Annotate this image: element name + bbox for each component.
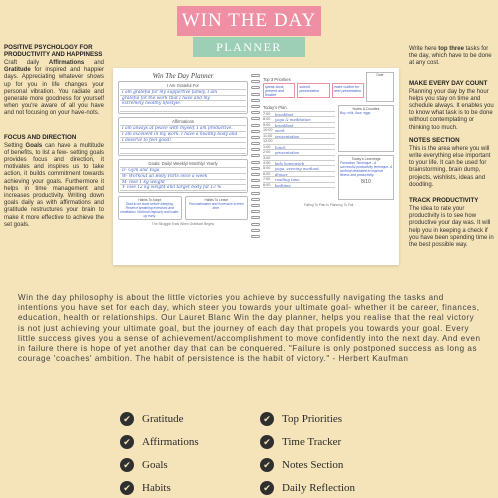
right-page-top bbox=[263, 72, 394, 102]
binding-ring bbox=[251, 117, 260, 120]
binding-ring bbox=[251, 80, 260, 83]
binding-ring bbox=[251, 105, 260, 108]
planner-right-page bbox=[263, 72, 394, 261]
habits-row bbox=[118, 196, 248, 220]
plan-time: 8:00 bbox=[263, 117, 271, 122]
plan-time: 8:00 bbox=[263, 182, 271, 187]
handwritten-line: I am excellent in my work. I have a healthy body and bbox=[120, 132, 246, 138]
section-title-track: TRACK PRODUCTIVITY bbox=[409, 197, 479, 205]
learnings-box bbox=[338, 155, 394, 200]
handwritten-line: W- Workout all Body Parts once a week bbox=[120, 174, 246, 180]
date-box bbox=[366, 72, 394, 102]
handwritten-line: D- Gym and Yoga bbox=[120, 168, 246, 174]
bold-top-three: top three bbox=[438, 46, 464, 52]
binding-ring bbox=[251, 204, 260, 207]
text-fragment: Setting bbox=[4, 142, 26, 149]
plan-task: lunch bbox=[275, 144, 286, 150]
planner-title: Win The Day Planner bbox=[152, 72, 214, 80]
learnings-text: Pomodoro Technique - A successful productivity technique. A workout dedicated to improve fitness and productivity. bbox=[340, 161, 392, 177]
plan-task: reading time bbox=[275, 177, 300, 182]
handwritten-line: M- lose 1 kg weight bbox=[120, 180, 246, 186]
feature-item bbox=[120, 433, 240, 451]
plan-task: presentation bbox=[275, 150, 300, 155]
plan-task: kids homework bbox=[275, 160, 305, 166]
text-fragment: Craft daily bbox=[4, 60, 49, 66]
habits-adopt-text: Start to be done before sleeping. Reserve breathing exercises and meditation. Workout regularly and wake-up early. bbox=[120, 201, 180, 218]
binding-ring bbox=[251, 223, 260, 226]
plan-label: Today's Plan bbox=[263, 105, 287, 110]
productivity-rating: 8/10 bbox=[361, 179, 371, 185]
todays-plan bbox=[263, 105, 335, 200]
binding-ring bbox=[251, 210, 260, 213]
binding-ring bbox=[251, 229, 260, 232]
priorities-grid bbox=[263, 83, 364, 98]
binding-ring bbox=[251, 185, 260, 188]
binding-ring bbox=[251, 154, 260, 157]
plan-task: yoga & meditation bbox=[275, 117, 311, 122]
plan-task: breakfast bbox=[275, 112, 294, 117]
text-fragment: Write here bbox=[409, 46, 439, 52]
binding-ring bbox=[251, 235, 260, 238]
right-column bbox=[409, 46, 496, 249]
affirmation-lines bbox=[120, 125, 246, 154]
handwritten-line bbox=[120, 107, 246, 113]
goals-label: Goals: Daily/ Weekly/ Monthly/ Yearly bbox=[148, 161, 218, 167]
feature-item bbox=[260, 456, 380, 474]
gratitude-box bbox=[118, 81, 248, 114]
priority-item: speak book, present and finalize bbox=[263, 83, 295, 98]
habits-adopt-box bbox=[118, 196, 182, 220]
right-page-footer: Failing To Plan Is Planning To Fail bbox=[303, 203, 354, 207]
notes-box bbox=[338, 105, 394, 152]
section-body-focus bbox=[4, 143, 104, 229]
feature-item bbox=[260, 479, 380, 497]
gratitude-label: I Am Grateful For bbox=[167, 83, 199, 88]
plan-time: 2:00 bbox=[263, 150, 271, 155]
subtitle-banner: PLANNER bbox=[193, 37, 305, 57]
planner-spiral-binding bbox=[250, 74, 261, 259]
priorities-label: Top 3 Priorities bbox=[263, 77, 291, 82]
left-page-footer: The Struggle Ends When Gratitude Begins bbox=[151, 221, 215, 226]
text-fragment: and bbox=[84, 60, 104, 66]
priority-item: make outline for next presentation bbox=[332, 83, 364, 98]
feature-label: Habits bbox=[142, 482, 171, 494]
habits-adopt-title: Habits To Adopt bbox=[138, 197, 162, 202]
plan-time: 10:00 bbox=[263, 128, 273, 133]
plan-time: 6:00 bbox=[263, 171, 271, 176]
text-fragment: can have a multitude of benefits, to list a few- setting goals provides focus and direction, it motivates and inspires us to take action, it builds commitment towards achieving your goals. Furthermore it helps in time management and increases productivity. Writing down goals daily as with affirmations and gratitude restructures your brain to make it more effective to achieve the set goals. bbox=[4, 142, 104, 228]
section-title-focus: FOCUS AND DIRECTION bbox=[4, 133, 77, 141]
check-circle-icon: ✔ bbox=[120, 435, 134, 449]
check-circle-icon: ✔ bbox=[260, 481, 274, 495]
section-body-track: The idea to rate your productivity is to see how productive your day was. It will help you in keeping a check if you have been spending time in the best possible way. bbox=[409, 206, 494, 249]
affirmations-box bbox=[118, 117, 248, 156]
notes-text: Buy: milk, flour, eggs bbox=[340, 111, 371, 115]
bold-gratitude: Gratitude bbox=[4, 67, 31, 74]
binding-ring bbox=[251, 198, 260, 201]
binding-ring bbox=[251, 130, 260, 133]
binding-ring bbox=[251, 179, 260, 182]
section-title-notes: NOTES SECTION bbox=[409, 136, 460, 144]
priority-item: submit presentation bbox=[297, 83, 329, 98]
bold-goals: Goals bbox=[25, 142, 43, 149]
section-title-psychology: POSITIVE PSYCHOLOGY FOR PRODUCTIVITY AND HAPPINESS bbox=[4, 44, 103, 58]
feature-label: Affirmations bbox=[142, 436, 199, 448]
habits-leave-box bbox=[185, 196, 249, 220]
handwritten-line: I deserve to feel good! bbox=[120, 138, 246, 144]
binding-ring bbox=[251, 93, 260, 96]
feature-label: Goals bbox=[142, 459, 168, 471]
habits-leave-title: Habits To Leave bbox=[204, 197, 229, 202]
habits-leave-text: Procrastination and excessive screen time. bbox=[188, 201, 244, 210]
feature-label: Daily Reflection bbox=[282, 482, 356, 494]
check-circle-icon: ✔ bbox=[260, 435, 274, 449]
goal-lines bbox=[120, 167, 246, 190]
binding-ring bbox=[251, 192, 260, 195]
bold-affirmations: Affirmations bbox=[48, 60, 85, 66]
section-body-priorities bbox=[409, 46, 496, 68]
plan-time: 1:00 bbox=[263, 144, 271, 149]
feature-item bbox=[260, 433, 380, 451]
section-title-make-day-count: MAKE EVERY DAY COUNT bbox=[409, 79, 488, 87]
binding-ring bbox=[251, 148, 260, 151]
handwritten-line: Y- lose 12 kg weight and target body fat 13 % bbox=[120, 185, 246, 191]
plan-task: yoga, evening workout bbox=[275, 166, 319, 171]
feature-label: Gratitude bbox=[142, 413, 184, 425]
plan-row bbox=[263, 183, 335, 188]
section-body-psychology bbox=[4, 60, 104, 118]
binding-ring bbox=[251, 136, 260, 139]
check-circle-icon: ✔ bbox=[120, 458, 134, 472]
binding-ring bbox=[251, 74, 260, 77]
planner-preview bbox=[113, 68, 399, 265]
plan-time: 11:00 bbox=[263, 133, 273, 138]
section-body-make-day-count: Planning your day by the hour helps you stay on time and schedule always. It enables you to know what task is to be done without contemplating or thinking too much. bbox=[409, 88, 494, 131]
plan-time: 5:00 bbox=[263, 166, 271, 171]
philosophy-paragraph: Win the day philosophy is about the little victories you achieve by successfully navigating the tasks and intentions you have set for each day, which steer you towards your ultimate goal- whether it be career, finances, education, health or relationships. Our Lauret Blanc Win the day planner, helps you realise that the real victory is not just achieving your ultimate goal, but the journey of each day that propels you towards your goal. Every little success gives you a sense of achievement/accomplishment to move confidently into the next day. And even in failure there is hope of yet another day that can be conquered. "Failure is only postponed success as long as courage 'coaches' ambition. The habit of persistence is the habit of victory." - Herbert Kaufman bbox=[18, 293, 481, 364]
check-circle-icon: ✔ bbox=[260, 412, 274, 426]
handwritten-line: I am always at peace with myself. I am productive. bbox=[120, 126, 246, 132]
plan-time: 3:00 bbox=[263, 155, 271, 160]
feature-item bbox=[120, 456, 240, 474]
text-fragment: tasks for the day, which have to be done at any cost. bbox=[409, 46, 492, 67]
plan-task: dinner bbox=[275, 171, 288, 177]
plan-task: bedtime bbox=[275, 182, 291, 188]
handwritten-line: grateful for the work that I have and my bbox=[120, 96, 246, 102]
handwritten-line: I am grateful for my supportive family. I am bbox=[120, 90, 246, 96]
check-circle-icon: ✔ bbox=[120, 412, 134, 426]
text-fragment: for inspired and happier days. Appreciating whatever shows up for you in life changes your personal vibration. You radiate and generate more goodness for yourself when you're aware of all you have and not focusing on your have-nots. bbox=[4, 67, 104, 117]
affirmations-label: Affirmations bbox=[171, 119, 195, 125]
check-circle-icon: ✔ bbox=[260, 458, 274, 472]
section-body-notes: This is the area where you will write everything else important to your life. It can be used for brainstorming, brain dump, projects, wishlists, ideas and doodling. bbox=[409, 145, 491, 188]
plan-task: breakfast bbox=[275, 122, 294, 128]
date-label: Date bbox=[376, 73, 384, 77]
plan-time: 9:00 bbox=[263, 122, 271, 127]
gratitude-lines bbox=[120, 89, 246, 112]
feature-item bbox=[120, 410, 240, 428]
feature-label: Notes Section bbox=[282, 459, 344, 471]
feature-label: Time Tracker bbox=[282, 436, 342, 448]
plan-rows bbox=[263, 111, 335, 188]
feature-item bbox=[260, 410, 380, 428]
binding-ring bbox=[251, 99, 260, 102]
handwritten-line: extremely healthy lifestyle. bbox=[120, 101, 246, 107]
left-column bbox=[4, 44, 104, 229]
binding-ring bbox=[251, 111, 260, 114]
handwritten-line bbox=[120, 149, 246, 155]
feature-list bbox=[120, 410, 380, 497]
notes-label: Notes & Doodles bbox=[352, 107, 380, 111]
binding-ring bbox=[251, 216, 260, 219]
learnings-label: Today's Learnings bbox=[351, 157, 381, 161]
right-page-bottom bbox=[263, 105, 394, 200]
binding-ring bbox=[251, 124, 260, 127]
binding-ring bbox=[251, 161, 260, 164]
feature-item bbox=[120, 479, 240, 497]
notes-column bbox=[338, 105, 394, 200]
binding-ring bbox=[251, 86, 260, 89]
plan-time: 7:00 bbox=[263, 177, 271, 182]
goals-box bbox=[118, 159, 248, 192]
priorities-box bbox=[263, 72, 364, 102]
binding-ring bbox=[251, 142, 260, 145]
binding-ring bbox=[251, 173, 260, 176]
plan-task: presentation bbox=[275, 133, 300, 139]
plan-time: 4:00 bbox=[263, 160, 271, 165]
title-banner: WIN THE DAY bbox=[177, 6, 321, 36]
plan-task: work bbox=[275, 128, 285, 133]
binding-ring bbox=[251, 167, 260, 170]
plan-time: 7:00 bbox=[263, 112, 271, 116]
planner-left-page bbox=[118, 72, 248, 261]
check-circle-icon: ✔ bbox=[120, 481, 134, 495]
feature-label: Top Priorities bbox=[282, 413, 343, 425]
plan-time: 12:00 bbox=[263, 139, 273, 144]
